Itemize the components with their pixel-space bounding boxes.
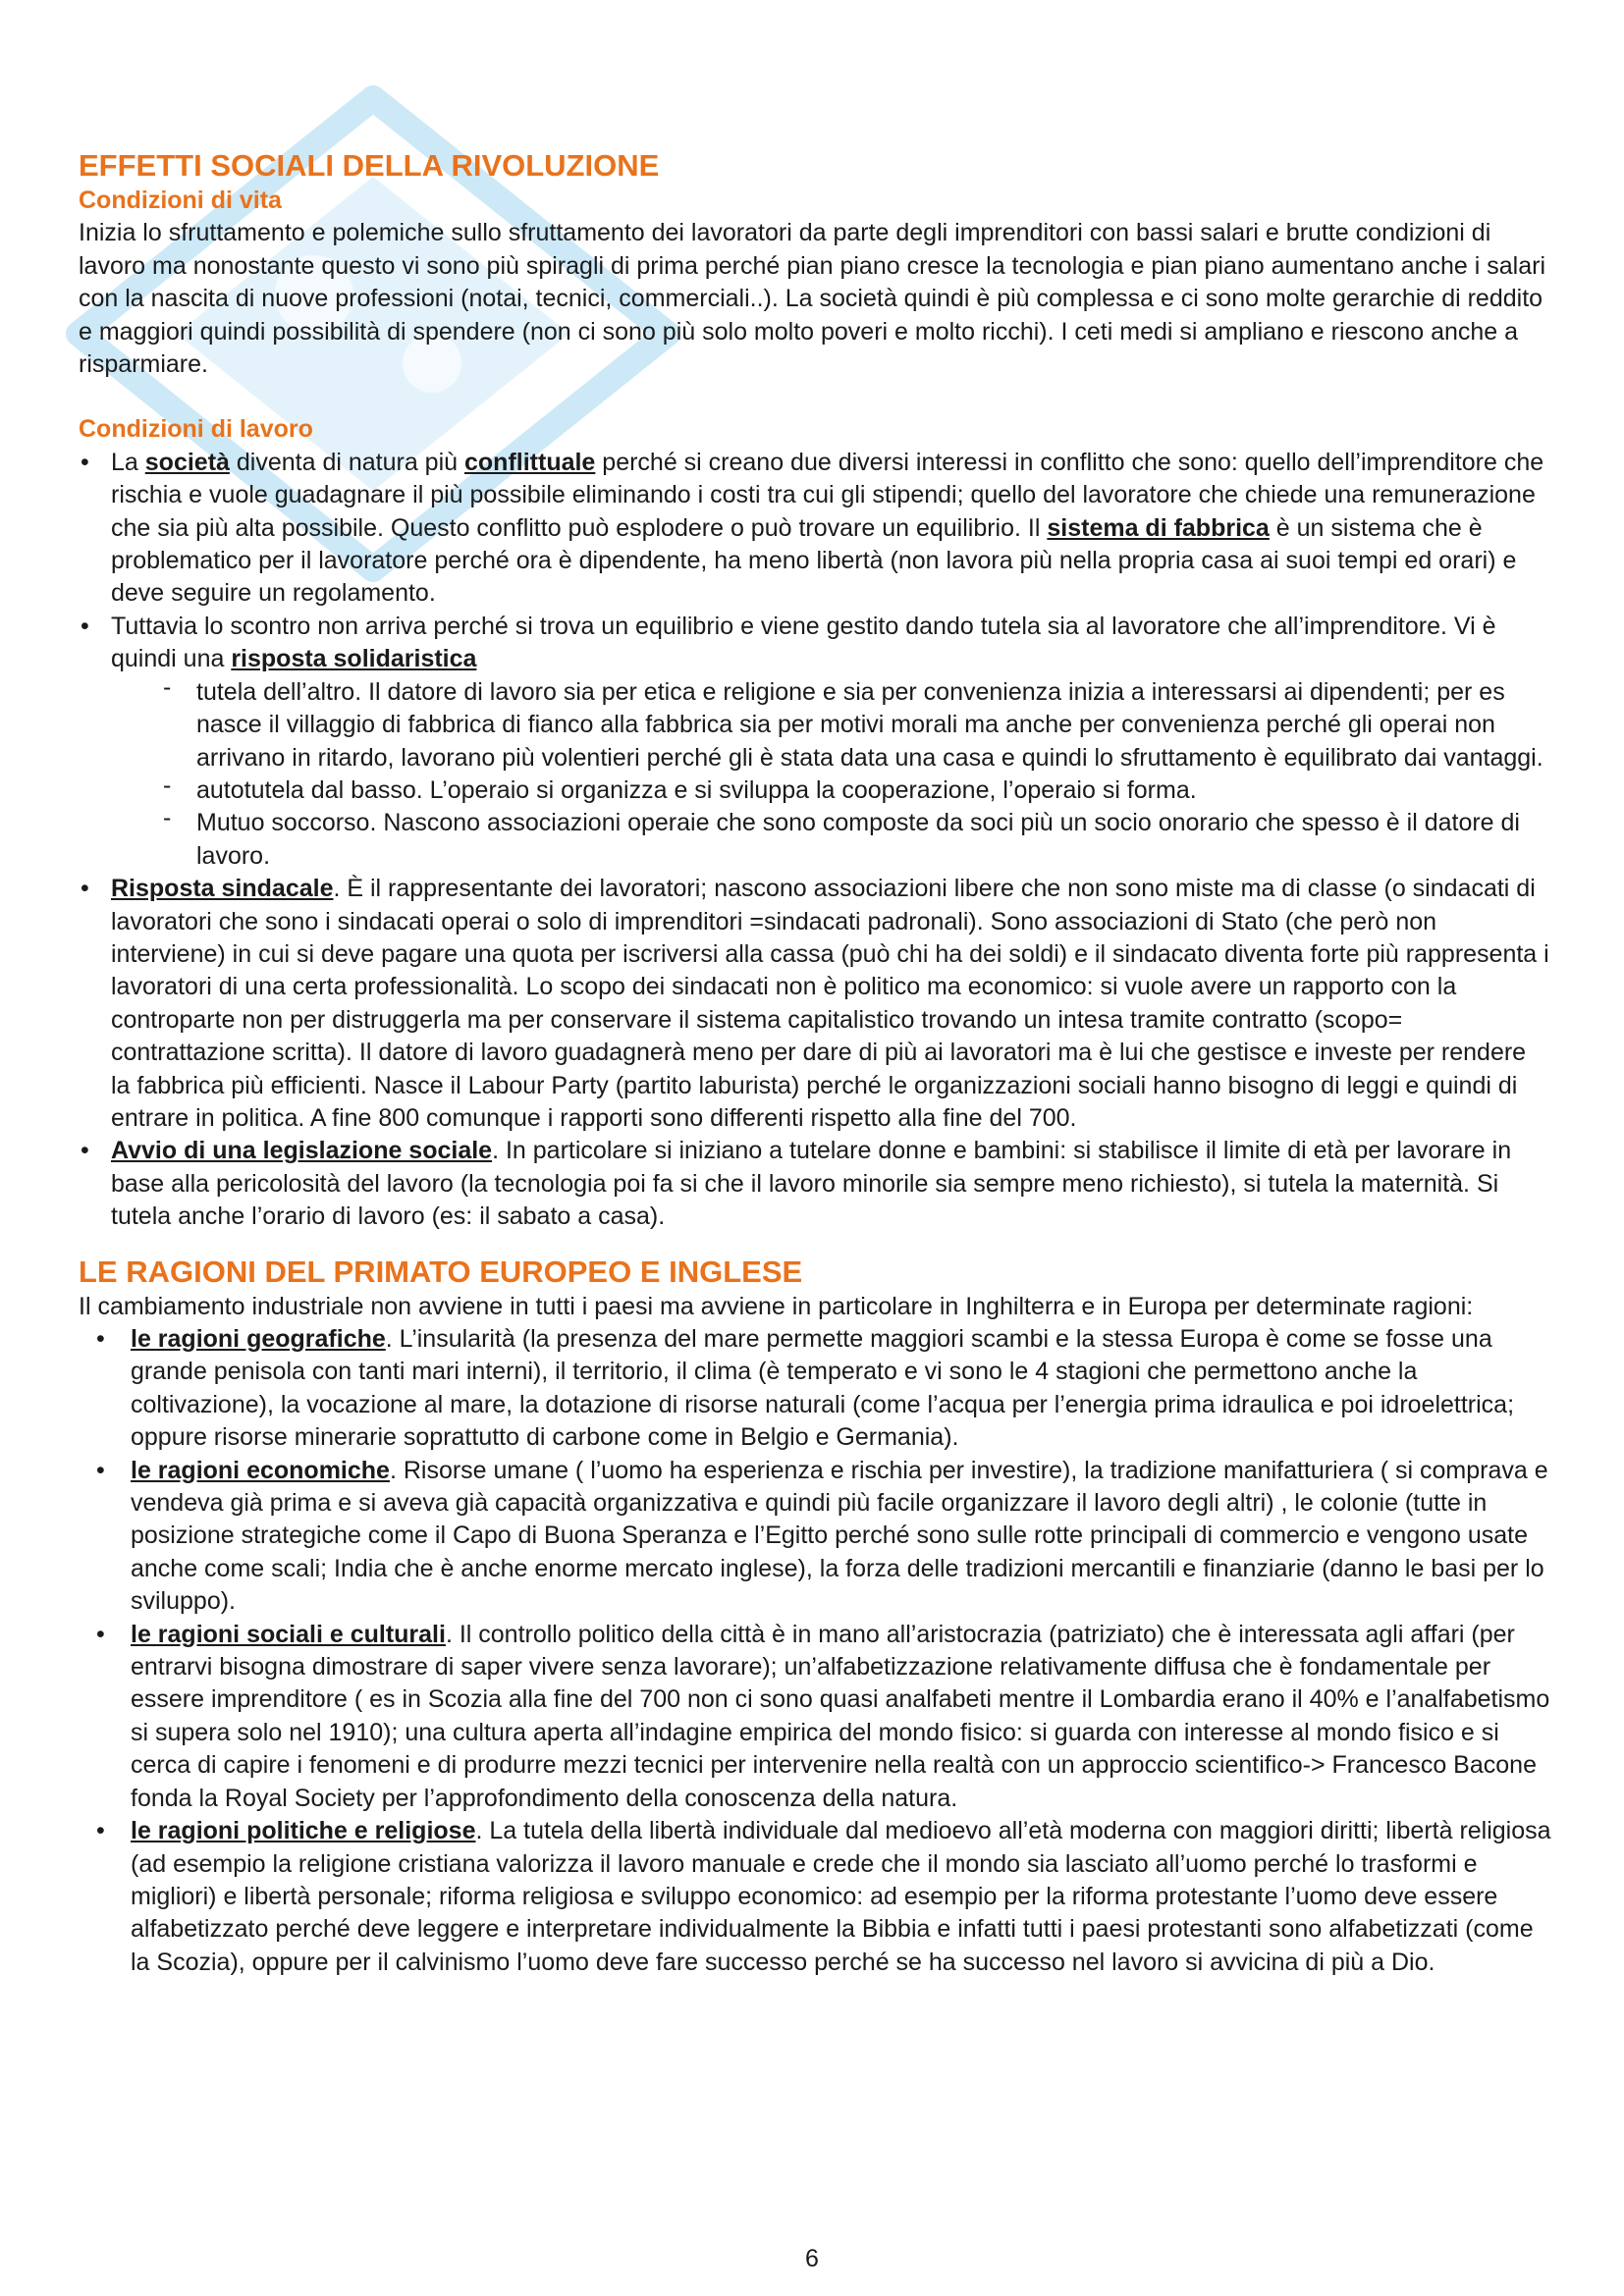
- list-item: • le ragioni economiche. Risorse umane ( l’uomo ha esperienza e rischia per investire), la tradizione manifatturiera ( si comprava e vendeva già prima e si aveva già capacità organizzativa e quindi più facile organizzare il lavoro degli altri) , le colonie (tutte in posizione strategiche come il Capo di Buona Speranza e l’Egitto perché sono sulle rotte principali di commercio e vengono usate anche come scali; India che è anche enorme mercato inglese), la forza delle tradizioni mercantili e finanziarie (danno le basi per lo sviluppo).: [79, 1455, 1551, 1619]
- keyword: conflittuale: [464, 448, 596, 476]
- list-item: • le ragioni politiche e religiose. La tutela della libertà individuale dal medioevo all’età moderna con maggiori diritti; libertà religiosa (ad esempio la religione cristiana valorizza il lavoro manuale e crede che il mondo sia lasciato all’uomo perché lo trasformi e migliori) e libertà personale; riforma religiosa e sviluppo economico: ad esempio per la riforma protestante l’uomo deve essere alfabetizzato perché deve leggere e interpretare individualmente la Bibbia e infatti tutti i paesi protestanti sono alfabetizzati (come la Scozia), oppure per il calvinismo l’uomo deve fare successo perché se ha successo nel lavoro si avvicina di più a Dio.: [79, 1815, 1551, 1979]
- dash-list-risposta-solidaristica: [111, 676, 1551, 873]
- keyword: società: [144, 448, 230, 476]
- keyword: Avvio di una legislazione sociale: [111, 1137, 493, 1165]
- paragraph-condizioni-di-vita: Inizia lo sfruttamento e polemiche sullo sfruttamento dei lavoratori da parte degli imprenditori con bassi salari e brutte condizioni di lavoro ma nonostante questo vi sono più spiragli di prima perché pian piano cresce la tecnologia e pian piano aumentano anche i salari con la nascita di nuove professioni (notai, tecnici, commerciali..). La società quindi è più complessa e ci sono molte gerarchie di reddito e maggiori quindi possibilità di spendere (non ci sono più solo molto poveri e molto ricchi). I ceti medi si ampliano e riescono anche a risparmiare.: [79, 219, 1545, 379]
- subheading-condizioni-di-vita: Condizioni di vita: [79, 187, 282, 214]
- subheading-condizioni-di-lavoro: Condizioni di lavoro: [79, 415, 313, 444]
- list-item: - tutela dell’altro. Il datore di lavoro sia per etica e religione e sia per convenienza inizia a interessarsi ai dipendenti; per es nasce il villaggio di fabbrica di fianco alla fabbrica sia per motivi morali ma anche per convenienza perché gli operai non arrivano in ritardo, lavorano più volentieri perché gli è stata data una casa e quindi lo sfruttamento è equilibrato dai vantaggi.: [196, 676, 1551, 774]
- list-item: • le ragioni sociali e culturali. Il controllo politico della città è in mano all’aristocrazia (patriziato) che è interessata agli affari (per entrarvi bisogna dimostrare di saper vivere senza lavorare); un’alfabetizzazione relativamente diffusa che è fondamentale per essere imprenditore ( es in Scozia alla fine del 700 non ci sono quasi analfabeti mentre il Lombardia erano il 40% e l’analfabetismo si supera solo nel 1910); una cultura aperta all’indagine empirica del mondo fisico: si guarda con interesse al mondo fisico e si cerca di capire i fenomeni e di produrre mezzi tecnici per intervenire nella realtà con un approccio scientifico-> Francesco Bacone fonda la Royal Society per l’approfondimento della conoscenza della natura.: [79, 1619, 1551, 1815]
- keyword: le ragioni sociali e culturali: [131, 1620, 446, 1648]
- list-item: • le ragioni geografiche. L’insularità (la presenza del mare permette maggiori scambi e la stessa Europa è come se fosse una grande penisola con tanti mari interni), il territorio, il clima (è temperato e vi sono le 4 stagioni che permettono anche la coltivazione), la vocazione al mare, la dotazione di risorse naturali (come l’acqua per l’energia prima idraulica e poi idroelettrica; oppure risorse minerarie soprattutto di carbone come in Belgio e Germania).: [79, 1323, 1551, 1455]
- keyword: risposta solidaristica: [231, 645, 477, 673]
- list-item: • La società diventa di natura più conflittuale perché si creano due diversi interessi in conflitto che sono: quello dell’imprenditore che rischia e vuole guadagnare il più possibile eliminando i costi tra cui gli stipendi; quello del lavoratore che chiede una remunerazione che sia più alta possibile. Questo conflitto può esplodere o può trovare un equilibrio. Il sistema di fabbrica è un sistema che è problematico per il lavoratore perché ora è dipendente, ha meno libertà (non lavora più nella propria casa ai suoi tempi ed orari) e deve seguire un regolamento.: [79, 447, 1551, 611]
- page-number: 6: [805, 2245, 819, 2272]
- list-item: • Avvio di una legislazione sociale. In particolare si iniziano a tutelare donne e bambini: si stabilisce il limite di età per lavorare in base alla pericolosità del lavoro (la tecnologia poi fa si che il lavoro minorile sia sempre meno richiesto), si tutela la maternità. Si tutela anche l’orario di lavoro (es: il sabato a casa).: [79, 1135, 1551, 1233]
- keyword: Risposta sindacale: [111, 875, 334, 903]
- keyword: sistema di fabbrica: [1047, 513, 1270, 542]
- list-item: • Risposta sindacale. È il rappresentante dei lavoratori; nascono associazioni libere che non sono miste ma di classe (o sindacati di lavoratori che sono i sindacati operai o solo di imprenditori =sindacati padronali). Sono associazioni di Stato (che però non interviene) in cui si deve pagare una quota per iscriversi alla cassa (può chi ha dei soldi) e il sindacato diventa forte più rappresenta i lavoratori di una certa professionalità. Lo scopo dei sindacati non è politico ma economico: si vuole avere un rapporto con la controparte non per distruggerla ma per conservare il sistema capitalistico trovando un intesa tramite contratto (scopo= contrattazione scritta). Il datore di lavoro guadagnerà meno per dare di più ai lavoratori ma è lui che gestisce e investe per rendere la fabbrica più efficienti. Nasce il Labour Party (partito laburista) perché le organizzazioni sociali hanno bisogno di leggi e quindi di entrare in politica. A fine 800 comunque i rapporti sono differenti rispetto alla fine del 700.: [79, 873, 1551, 1135]
- section-title-ragioni-primato: LE RAGIONI DEL PRIMATO EUROPEO E INGLESE: [79, 1254, 803, 1289]
- list-item: - autotutela dal basso. L’operaio si organizza e si sviluppa la cooperazione, l’operaio si forma.: [196, 774, 1551, 807]
- keyword: le ragioni geografiche: [131, 1325, 386, 1353]
- list-item: • Tuttavia lo scontro non arriva perché si trova un equilibrio e viene gestito dando tutela sia al lavoratore che all’imprenditore. Vi è quindi una risposta solidaristica - tutela dell’altro. Il datore di lavoro sia per etica e religione e sia per convenienza inizia a interessarsi ai dipendenti; per es nasce il villaggio di fabbrica di fianco alla fabbrica sia per motivi morali ma anche per convenienza perché gli operai non arrivano in ritardo, lavorano più volentieri perché gli è stata data una casa e quindi lo sfruttamento è equilibrato dai vantaggi. - autotutela dal basso. L’operaio si organizza e si sviluppa la cooperazione, l’operaio si forma. - Mutuo soccorso. Nascono associazioni operaie che sono composte da soci più un socio onorario che spesso è il datore di lavoro.: [79, 611, 1551, 873]
- bullet-list-condizioni-lavoro: [79, 447, 1551, 1234]
- bullet-list-ragioni: [79, 1323, 1551, 1979]
- document-page: [79, 147, 1551, 1979]
- section-title-effetti-sociali: EFFETTI SOCIALI DELLA RIVOLUZIONE: [79, 148, 660, 183]
- paragraph-intro-ragioni: Il cambiamento industriale non avviene in tutti i paesi ma avviene in particolare in Inghilterra e in Europa per determinate ragioni:: [79, 1292, 1474, 1320]
- list-item: - Mutuo soccorso. Nascono associazioni operaie che sono composte da soci più un socio onorario che spesso è il datore di lavoro.: [196, 807, 1551, 873]
- keyword: le ragioni economiche: [131, 1456, 390, 1484]
- keyword: le ragioni politiche e religiose: [131, 1817, 476, 1845]
